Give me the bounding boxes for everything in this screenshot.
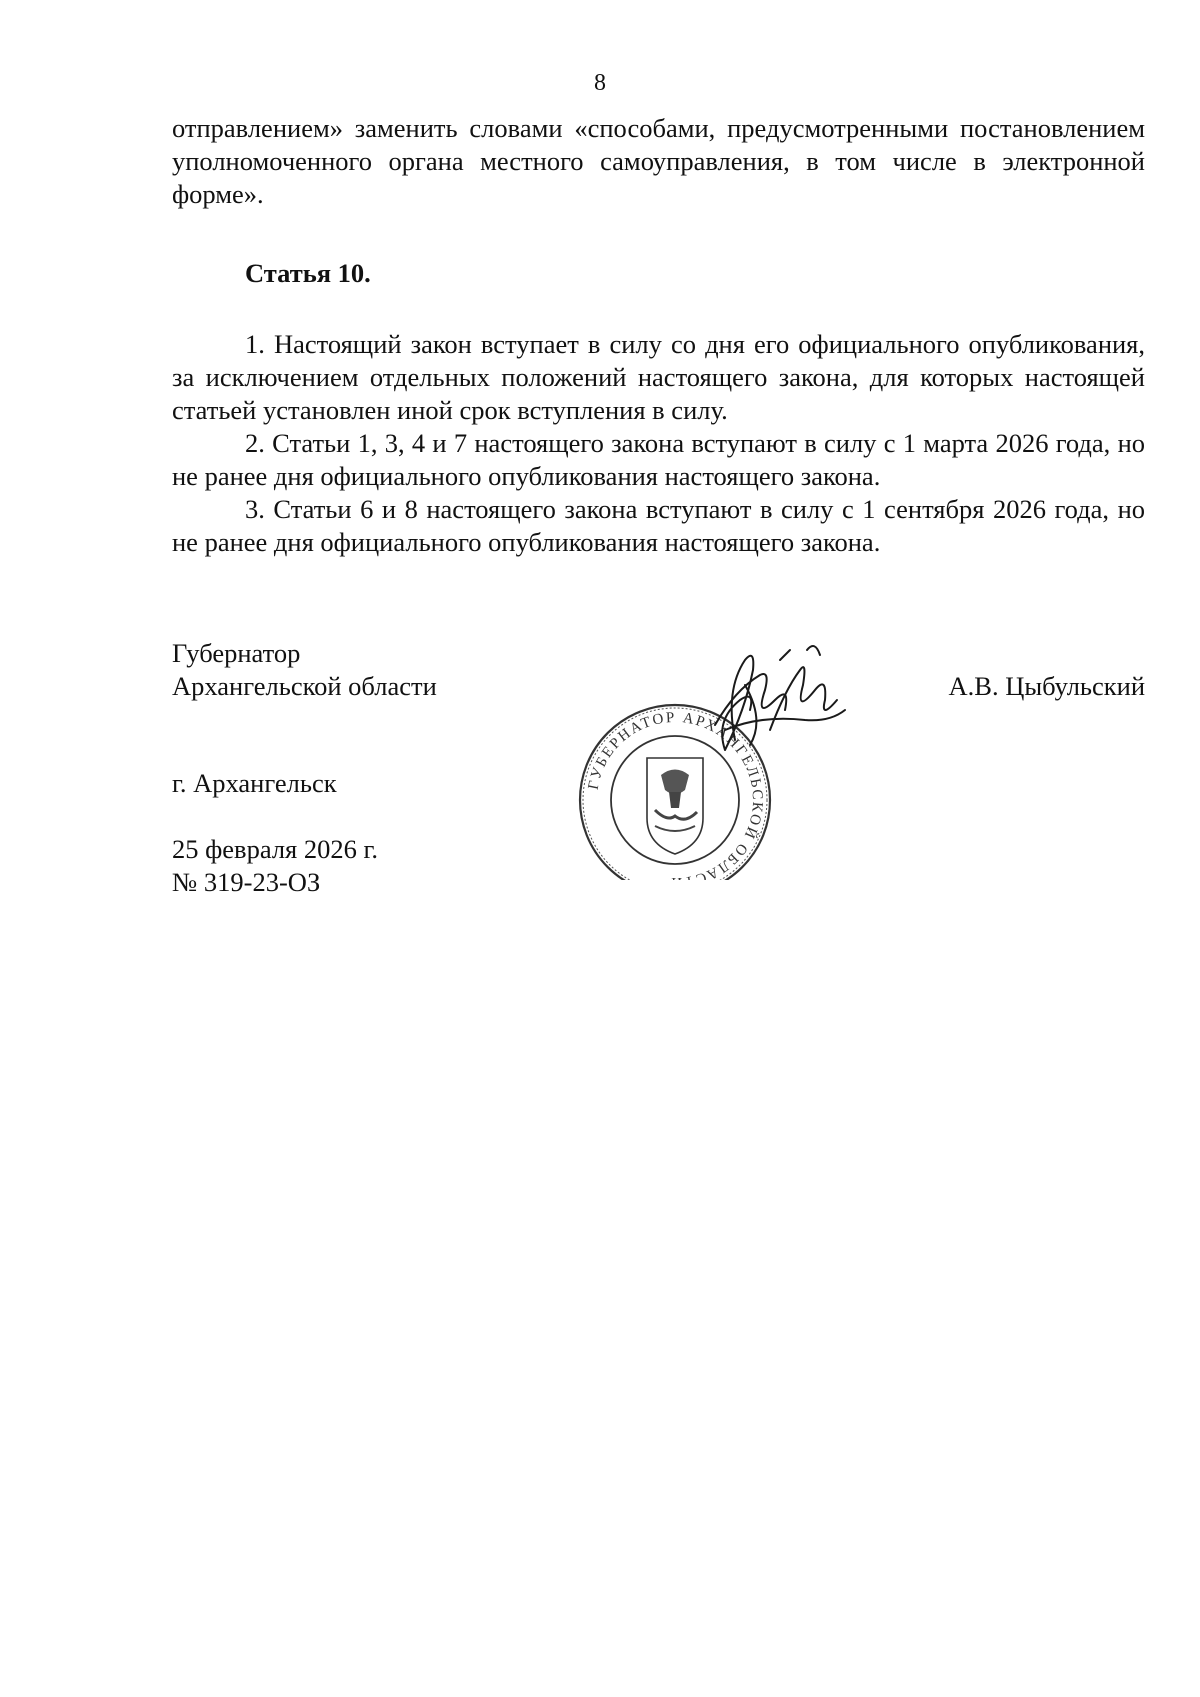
- signatory-position-line2: Архангельской области: [172, 671, 437, 701]
- continued-paragraph: отправлением» заменить словами «способами, предусмотренными постановлением уполномоченного органа местного самоуправления, в том числе в электронной форме».: [172, 113, 1145, 209]
- signatory-position: [172, 637, 437, 703]
- place-of-signing: г. Архангельск: [172, 768, 337, 798]
- article-item-3: 3. Статьи 6 и 8 настоящего закона вступают в силу с 1 сентября 2026 года, но не ранее дня официального опубликования настоящего закона.: [172, 494, 1145, 557]
- law-number: № 319-23-ОЗ: [172, 867, 321, 897]
- seal-text: ГУБЕРНАТОР АРХАНГЕЛЬСКОЙ ОБЛАС: [585, 709, 766, 880]
- date-and-number: [172, 833, 378, 899]
- article-item-2: 2. Статьи 1, 3, 4 и 7 настоящего закона вступают в силу с 1 марта 2026 года, но не ранее дня официального опубликования настоящего закона.: [172, 428, 1145, 491]
- article-heading: Статья 10.: [245, 258, 371, 288]
- page-number: 8: [594, 70, 606, 96]
- seal-and-signature: [575, 630, 895, 880]
- signing-date: 25 февраля 2026 г.: [172, 834, 378, 864]
- handwritten-signature-icon: [715, 646, 845, 750]
- official-seal-icon: [575, 630, 895, 880]
- signatory-name: А.В. Цыбульский: [948, 671, 1145, 701]
- signatory-position-line1: Губернатор: [172, 638, 301, 668]
- article-item-1: 1. Настоящий закон вступает в силу со дня его официального опубликования, за исключением отдельных положений настоящего закона, для которых настоящей статьей установлен иной срок вступления в силу.: [172, 329, 1145, 425]
- document-body: [172, 112, 1145, 559]
